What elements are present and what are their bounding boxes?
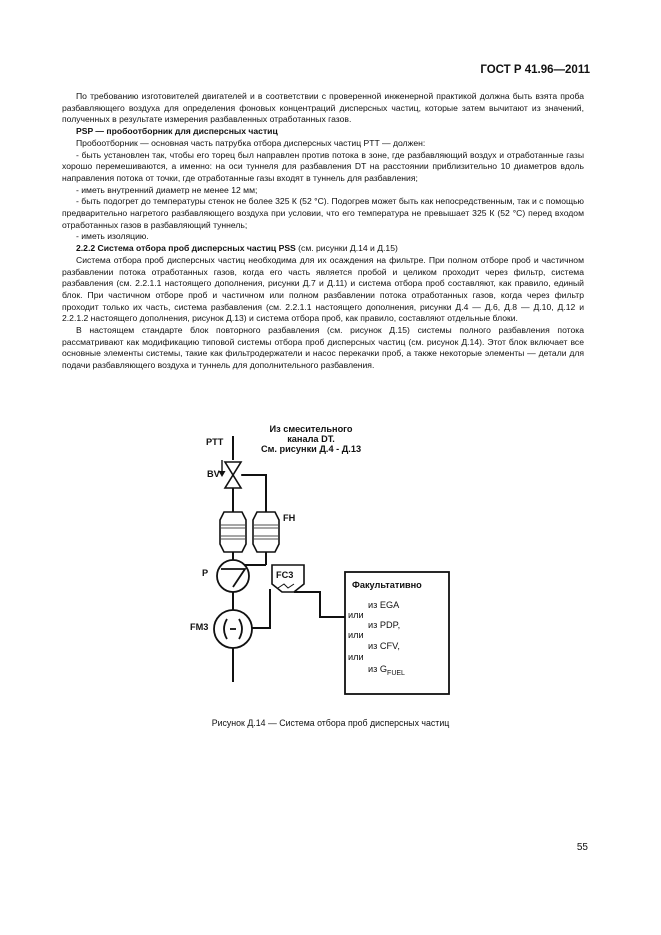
list-item: - иметь внутренний диаметр не менее 12 мм; [76,184,258,195]
optional-row-text: из PDP, [368,620,401,630]
figure-caption: Рисунок Д.14 — Система отбора проб дисперсных частиц [211,718,450,728]
valve-icon [225,462,248,488]
optional-row-prefix: или [348,610,364,620]
body-text [62,91,584,372]
label-fm3: FM3 [190,622,209,632]
page-number: 55 [576,842,588,853]
diagram-drawing [190,420,460,710]
source-note-line: См. рисунки Д.4 - Д.13 [261,444,362,454]
label-bv: BV [207,469,220,479]
paragraph: Пробоотборник — основная часть патрубка отбора дисперсных частиц PTT — должен: [76,137,426,148]
optional-row-text: из CFV, [368,641,400,651]
optional-row-text: из EGA [368,600,400,610]
section-heading-title: 2.2.2 Система отбора проб дисперсных частиц PSS [76,243,296,254]
gfuel-subscript: FUEL [387,669,405,677]
list-item: - быть подогрет до температуры стенок не более 325 К (52 °С). Подогрев может быть как непосредственным, так и с помощью предварительно нагретого разбавляющего воздуха при условии, что его температура не превышает 325 К (52 °С) перед входом отработанных газов в разбавляющий туннель; [62,196,584,230]
document-code: ГОСТ Р 41.96—2011 [480,64,590,76]
optional-row-prefix: или [348,652,364,662]
paragraph: По требованию изготовителей двигателей и в соответствии с проверенной инженерной практикой должна быть взята проба разбавляющего воздуха для определения фоновых концентраций дисперсных частиц, которые затем вычитают из значений, полученных в результате измерения разбавленных отработанных газов. [62,91,584,125]
figure-d14-diagram [190,420,460,710]
flowmeter-icon [214,610,252,648]
bypass-line [242,475,266,512]
section-heading-ref: (см. рисунки Д.14 и Д.15) [295,243,398,254]
pump-icon [217,560,249,592]
label-ptt: PTT [206,437,224,447]
list-item: - иметь изоляцию. [76,231,149,242]
control-signal [294,592,345,617]
filter-holder-icon [220,512,279,552]
source-note [261,424,361,454]
label-fh: FH [283,513,296,523]
optional-row-text [368,664,405,679]
label-p: P [202,568,209,578]
source-note-line: Из смесительного [269,424,353,434]
paragraph: В настоящем стандарте блок повторного разбавления (см. рисунок Д.15) системы полного разбавления потока рассматривают как модификацию типовой системы отбора проб дисперсных частиц (см. рисунок Д.14). Этот блок включает все основные элементы системы, такие как фильтродержатели и насос перекачки проб, а также некоторые элементы — детали для подачи разбавляющего воздуха и туннель для дополнительного разбавления. [62,325,584,371]
gfuel-text: из G [368,664,388,674]
section-heading [62,243,584,255]
label-fc3: FC3 [276,570,294,580]
list-item: - быть установлен так, чтобы его торец был направлен против потока в зоне, где разбавляющий воздух и отработанные газы хорошо перемешиваются, а именно: на оси туннеля для разбавления DT на расстоянии приблизительно 10 диаметров вдоль направления потока от точки, где отработанные газы входят в туннель для разбавления; [62,149,584,183]
optional-row-prefix: или [348,630,364,640]
section-heading: PSP — пробоотборник для дисперсных частиц [76,126,278,137]
optional-box-title: Факультативно [352,580,422,590]
source-note-line: канала DT. [287,434,335,444]
paragraph: Система отбора проб дисперсных частиц необходима для их осаждения на фильтре. При полном отборе проб и частичном разбавлении потока отработанных газов, когда его часть является пробой и целиком проходит через фильтр, система разбавления (см. 2.2.1.1 настоящего дополнения, рисунки Д.7 и Д.11) и система отбора проб составляют, как правило, единый блок. При частичном отборе проб и частичном или полном разбавлении потока отработанных газов, когда через фильтр проходит только их часть, система разбавления (см. 2.2.1.1 настоящего дополнения, рисунки Д.4 — Д.6, Д.8 — Д.10, Д.12 и 2.2.1.2 настоящего дополнения, рисунок Д.13) и система отбора проб, как правило, составляют отдельные блоки. [62,254,584,324]
